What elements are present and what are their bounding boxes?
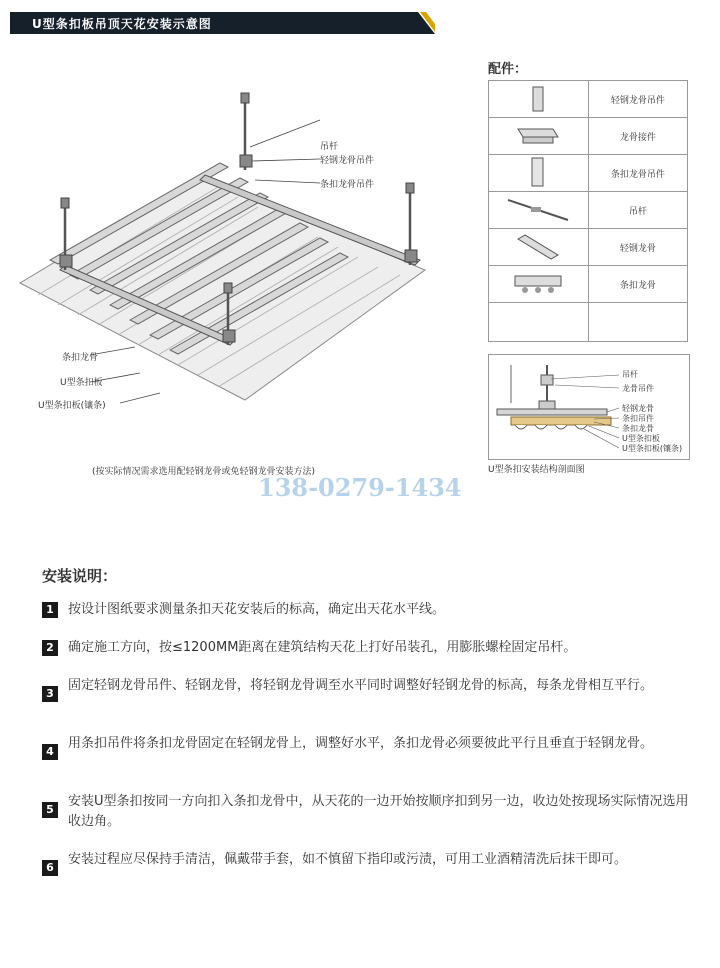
step-number-badge: 2	[42, 640, 58, 656]
accessory-row	[489, 266, 688, 303]
accessory-label: 吊杆	[588, 192, 687, 229]
accessory-label: 条扣龙骨	[588, 266, 687, 303]
strip-keel-icon	[489, 266, 589, 303]
step-number-badge: 4	[42, 744, 58, 760]
callout-u-panel-inlay: U型条扣板(镶条)	[38, 401, 106, 411]
step-text: 固定轻钢龙骨吊件、轻钢龙骨，将轻钢龙骨调至水平同时调整好轻钢龙骨的标高，每条龙骨相互平行。	[68, 678, 654, 693]
section-label: 龙骨吊件	[622, 384, 654, 393]
strip-keel-hanger-icon	[489, 155, 589, 192]
step-text: 确定施工方向，按≤1200MM距离在建筑结构天花上打好吊装孔，用膨胀螺栓固定吊杆。	[68, 640, 577, 655]
accessory-row	[489, 229, 688, 266]
hanger-rod-icon	[489, 192, 589, 229]
callout-hanger-rod: 吊杆	[320, 142, 339, 152]
phone-watermark: 138-0279-1434	[258, 473, 462, 502]
callout-u-panel: U型条扣板	[60, 378, 103, 388]
step-number-badge: 1	[42, 602, 58, 618]
section-label: 吊杆	[622, 370, 638, 379]
accessory-row	[489, 155, 688, 192]
light-keel-hanger-icon	[489, 81, 589, 118]
header-banner	[10, 12, 435, 34]
installation-diagram	[10, 55, 470, 475]
callout-light-keel-hanger: 轻钢龙骨吊件	[320, 156, 375, 166]
step-number-badge: 6	[42, 860, 58, 876]
accessory-row	[489, 192, 688, 229]
step-text: 安装U型条扣按同一方向扣入条扣龙骨中，从天花的一边开始按顺序扣到另一边，收边处按现场实际情况选用收边角。	[68, 794, 689, 829]
section-label: 条扣龙骨	[622, 424, 654, 433]
keel-connector-icon	[489, 118, 589, 155]
section-label: 条扣吊件	[622, 414, 654, 423]
header-title: U型条扣板吊顶天花安装示意图	[32, 17, 212, 31]
callout-strip-keel-hanger: 条扣龙骨吊件	[320, 180, 375, 190]
section-label: U型条扣板(镶条)	[622, 444, 683, 453]
cross-section-caption: U型条扣安装结构剖面图	[488, 465, 585, 475]
step-number-badge: 3	[42, 686, 58, 702]
accessory-row	[489, 118, 688, 155]
light-keel-icon	[489, 229, 589, 266]
step-text: 按设计图纸要求测量条扣天花安装后的标高，确定出天花水平线。	[68, 602, 446, 617]
step-number-badge: 5	[42, 802, 58, 818]
cross-section-diagram	[488, 354, 690, 460]
accessory-label: 龙骨接件	[588, 118, 687, 155]
step-text: 用条扣吊件将条扣龙骨固定在轻钢龙骨上，调整好水平，条扣龙骨必须要彼此平行且垂直于轻钢龙骨。	[68, 736, 654, 751]
step-text: 安装过程应尽保持手清洁，佩戴带手套，如不慎留下指印或污渍，可用工业酒精清洗后抹干即可。	[68, 852, 628, 867]
accessory-label: 轻钢龙骨	[588, 229, 687, 266]
accessories-title: 配件：	[488, 62, 528, 77]
install-title: 安装说明：	[42, 567, 118, 585]
section-label: 轻钢龙骨	[622, 404, 654, 413]
accessory-label: 条扣龙骨吊件	[588, 155, 687, 192]
accessory-row	[489, 81, 688, 118]
diagram-note: (按实际情况需求选用配轻钢龙骨或免轻钢龙骨安装方法)	[92, 467, 316, 477]
accessory-label: 轻钢龙骨吊件	[588, 81, 687, 118]
ceiling-isometric-drawing	[10, 55, 470, 455]
accessory-row-empty	[489, 303, 688, 342]
accessories-table	[488, 80, 688, 342]
section-label: U型条扣板	[622, 434, 660, 443]
callout-strip-keel: 条扣龙骨	[62, 353, 99, 363]
